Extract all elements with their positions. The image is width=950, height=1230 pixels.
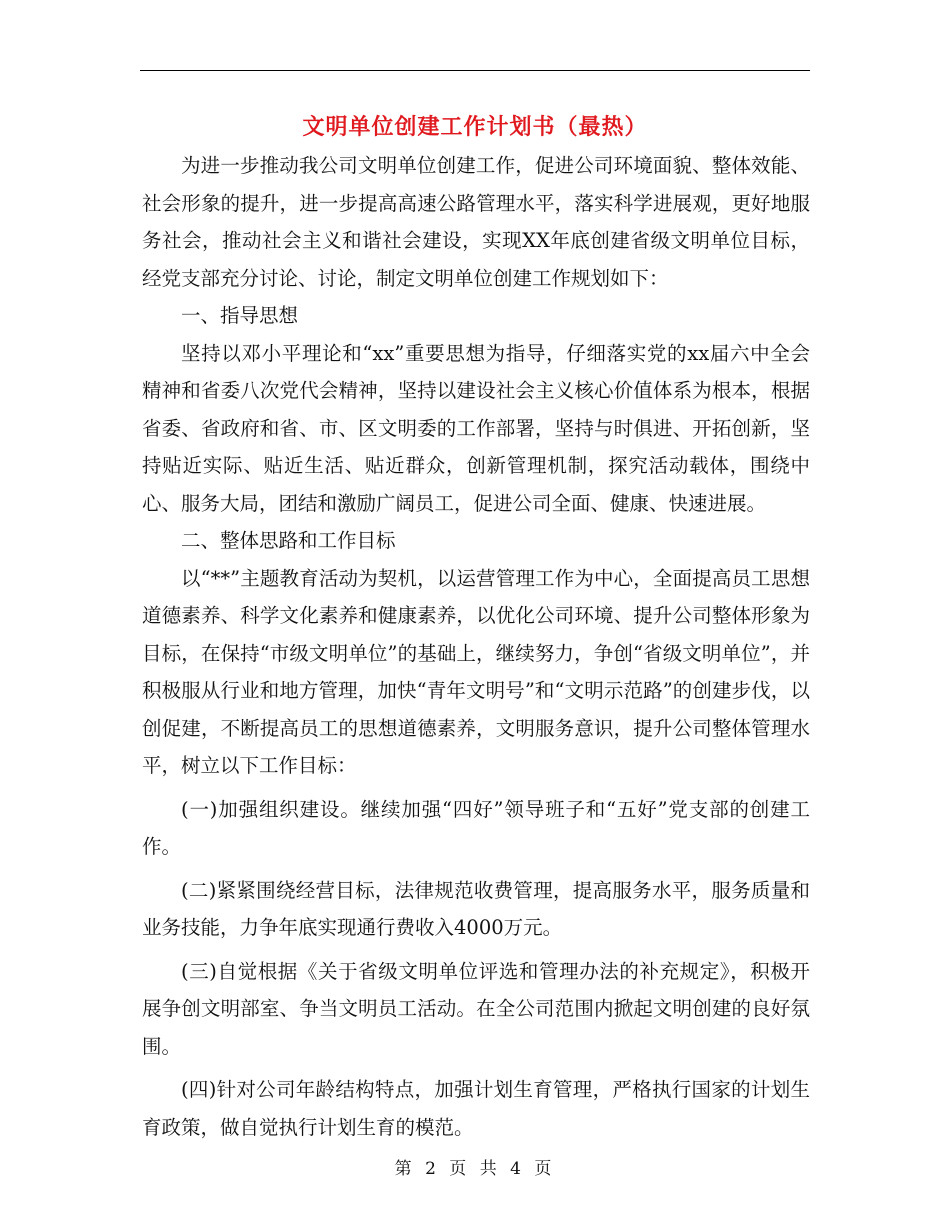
guiding-ideology-paragraph: 坚持以邓小平理论和“xx”重要思想为指导，仔细落实党的xx届六中全会精神和省委八次党代会精神，坚持以建设社会主义核心价值体系为根本，根据省委、省政府和省、市、区文明委的工作部署，坚持与时俱进、开拓创新，坚持贴近实际、贴近生活、贴近群众，创新管理机制，探究活动载体，围绕中心、服务大局，团结和激励广阔员工，促进公司全面、健康、快速进展。 (142, 341, 810, 515)
page-number-footer: 第 2 页 共 4 页 (394, 1159, 556, 1179)
overall-ideas-paragraph: 以“**”主题教育活动为契机，以运营管理工作为中心，全面提高员工思想道德素养、科学文化素养和健康素养，以优化公司环境、提升公司整体形象为目标，在保持“市级文明单位”的基础上，继续努力，争创“省级文明单位”，并积极服从行业和地方管理，加快“青年文明号”和“文明示范路”的创建步伐，以创促建，不断提高员工的思想道德素养，文明服务意识，提升公司整体管理水平，树立以下工作目标： (142, 566, 810, 777)
goal-item-1: (一)加强组织建设。继续加强“四好”领导班子和“五好”党支部的创建工作。 (142, 797, 810, 858)
document-body (142, 147, 810, 1146)
intro-paragraph: 为进一步推动我公司文明单位创建工作，促进公司环境面貌、整体效能、社会形象的提升，进一步提高高速公路管理水平，落实科学进展观，更好地服务社会，推动社会主义和谐社会建设，实现XX年底创建省级文明单位目标，经党支部充分讨论、讨论，制定文明单位创建工作规划如下： (142, 154, 810, 290)
goal-item-2: (二)紧紧围绕经营目标，法律规范收费管理，提高服务水平，服务质量和业务技能，力争年底实现通行费收入4000万元。 (142, 878, 810, 939)
document-title: 文明单位创建工作计划书（最热） (302, 114, 648, 140)
goal-item-4: (四)针对公司年龄结构特点，加强计划生育管理，严格执行国家的计划生育政策，做自觉执行计划生育的模范。 (142, 1078, 810, 1139)
header-rule (140, 70, 810, 71)
goal-item-3: (三)自觉根据《关于省级文明单位评选和管理办法的补充规定》，积极开展争创文明部室、争当文明员工活动。在全公司范围内掀起文明创建的良好氛围。 (142, 959, 810, 1058)
section-heading-guiding-ideology: 一、指导思想 (181, 304, 299, 327)
section-heading-overall-ideas: 二、整体思路和工作目标 (181, 529, 396, 552)
